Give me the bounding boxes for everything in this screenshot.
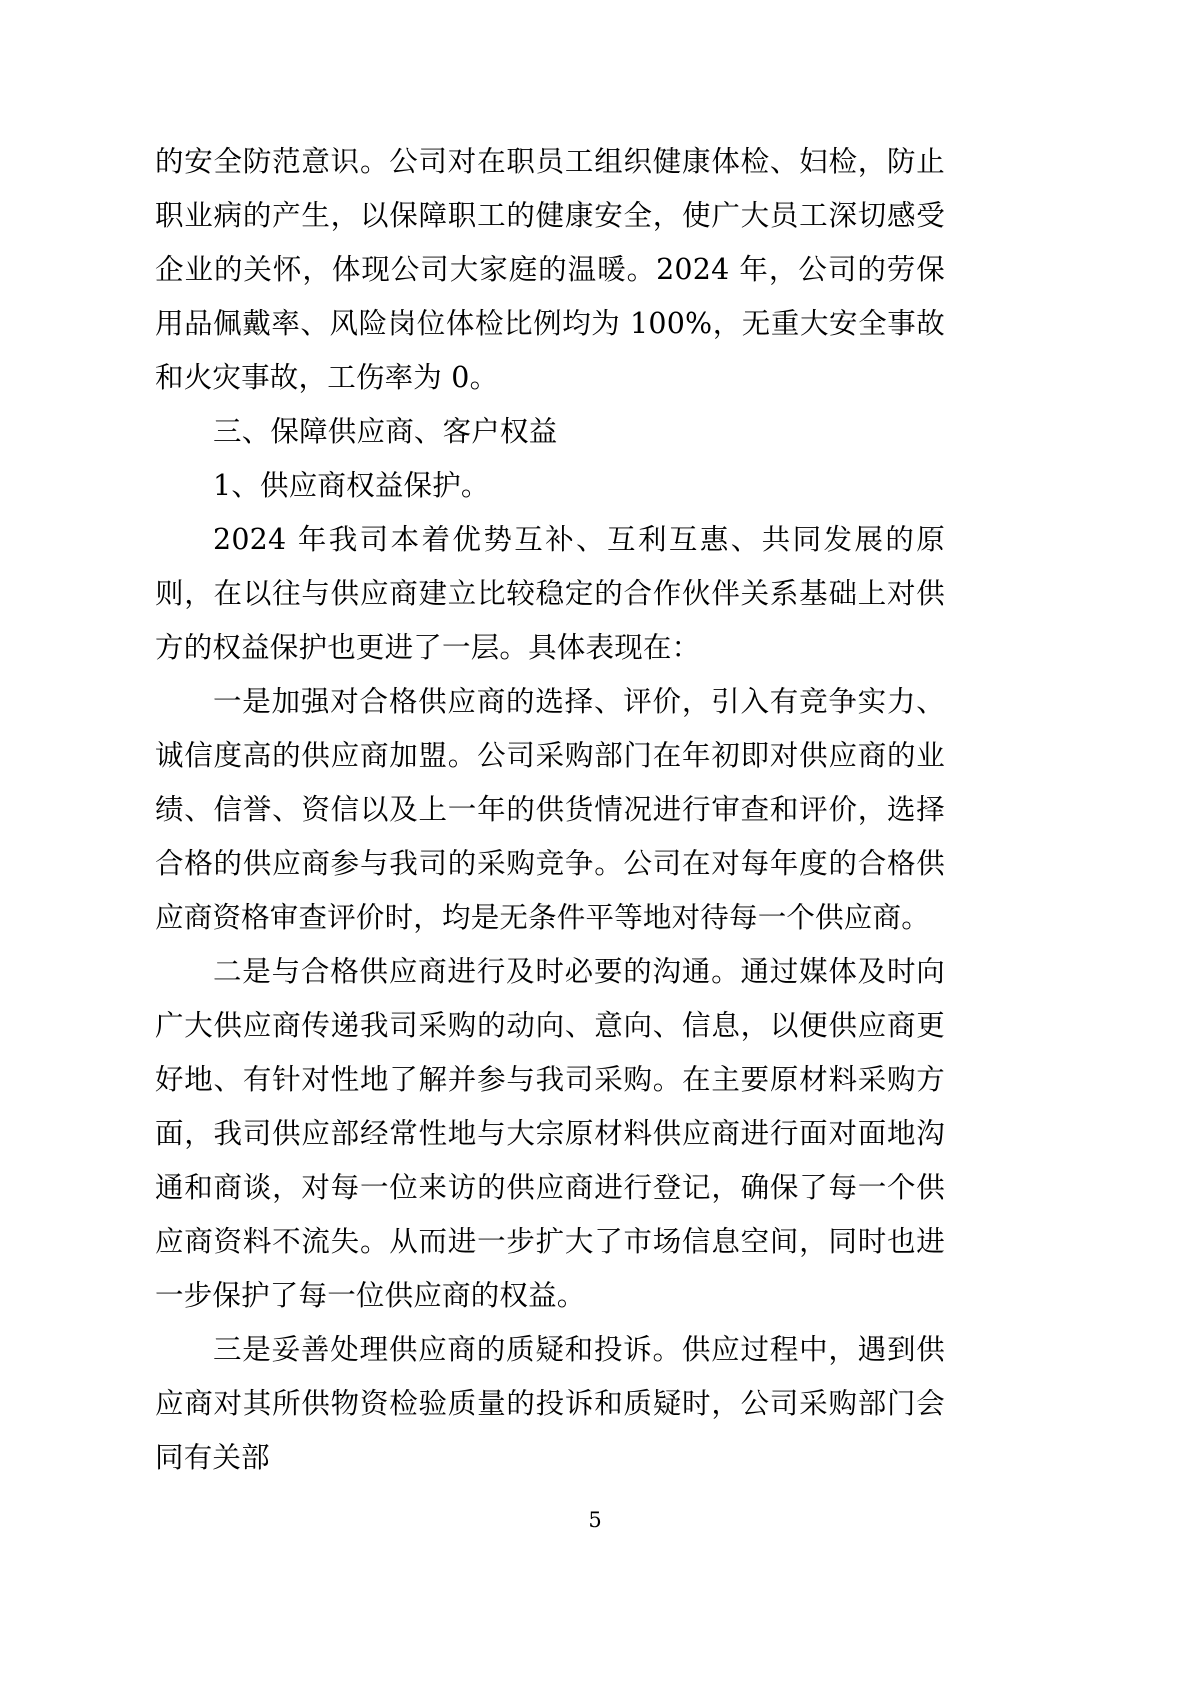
paragraph-3: 一是加强对合格供应商的选择、评价，引入有竞争实力、诚信度高的供应商加盟。公司采购部门在年初即对供应商的业绩、信誉、资信以及上一年的供货情况进行审查和评价，选择合格的供应商参与我司的采购竞争。公司在对每年度的合格供应商资格审查评价时，均是无条件平等地对待每一个供应商。 [155,685,945,934]
section-heading-3: 三、保障供应商、客户权益 [213,415,558,448]
paragraph-2: 2024 年我司本着优势互补、互利互惠、共同发展的原则，在以往与供应商建立比较稳定的合作伙伴关系基础上对供方的权益保护也更进了一层。具体表现在： [155,523,945,664]
subsection-heading-1: 1、供应商权益保护。 [213,469,490,502]
paragraph-5: 三是妥善处理供应商的质疑和投诉。供应过程中，遇到供应商对其所供物资检验质量的投诉和质疑时，公司采购部门会同有关部 [155,1333,945,1474]
document-body [155,135,945,1485]
page-number: 5 [588,1508,602,1532]
paragraph-1: 的安全防范意识。公司对在职员工组织健康体检、妇检，防止职业病的产生，以保障职工的健康安全，使广大员工深切感受企业的关怀，体现公司大家庭的温暖。2024 年，公司的劳保用品佩戴率、风险岗位体检比例均为 100%，无重大安全事故和火灾事故，工伤率为 0。 [155,145,945,394]
paragraph-4: 二是与合格供应商进行及时必要的沟通。通过媒体及时向广大供应商传递我司采购的动向、意向、信息，以便供应商更好地、有针对性地了解并参与我司采购。在主要原材料采购方面，我司供应部经常性地与大宗原材料供应商进行面对面地沟通和商谈，对每一位来访的供应商进行登记，确保了每一个供应商资料不流失。从而进一步扩大了市场信息空间，同时也进一步保护了每一位供应商的权益。 [155,955,945,1312]
